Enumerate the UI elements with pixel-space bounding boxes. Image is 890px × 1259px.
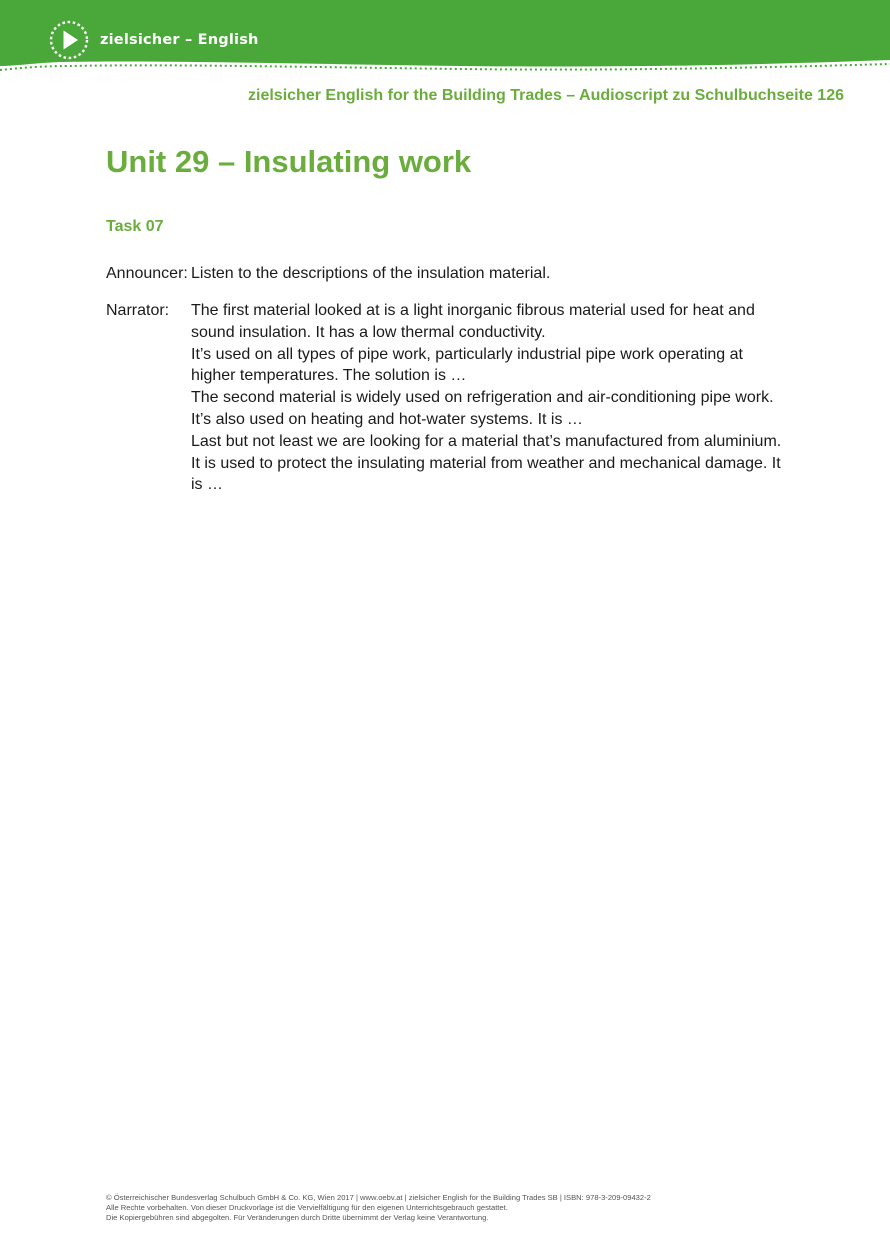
script-line-narrator: [106, 300, 796, 496]
speech-paragraph: Last but not least we are looking for a material that’s manufactured from aluminium. It is used to protect the insulating material from weather and mechanical damage. It is …: [191, 432, 782, 494]
speech-text: [191, 263, 791, 285]
speech-text: [191, 300, 791, 496]
footer-fees-line: Die Kopiergebühren sind abgegolten. Für Veränderungen durch Dritte übernimmt der Verlag keine Verantwortung.: [106, 1213, 489, 1223]
speech-paragraph: It’s used on all types of pipe work, particularly industrial pipe work operating at higher temperatures. The solution is …: [191, 345, 743, 385]
speech-paragraph: The second material is widely used on refrigeration and air-conditioning pipe work. It’s also used on heating and hot-water systems. It is …: [191, 389, 774, 428]
play-icon: [48, 19, 90, 61]
speech-paragraph: The first material looked at is a light inorganic fibrous material used for heat and sound insulation. It has a low thermal conductivity.: [191, 302, 755, 341]
speaker-label: Announcer:: [106, 265, 188, 282]
document-subtitle: zielsicher English for the Building Trades – Audioscript zu Schulbuchseite 126: [248, 87, 844, 104]
unit-title: Unit 29 – Insulating work: [106, 144, 472, 179]
task-label: Task 07: [106, 218, 164, 235]
script-line-announcer: [106, 263, 796, 285]
footer-copyright-line: © Österreichischer Bundesverlag Schulbuch GmbH & Co. KG, Wien 2017 | www.oebv.at | zielsicher English for the Building Trades SB | ISBN: 978-3-209-09432-2: [106, 1193, 651, 1202]
footer-rights-line: Alle Rechte vorbehalten. Von dieser Druckvorlage ist die Vervielfältigung für den eigenen Unterrichtsgebrauch gestattet.: [106, 1203, 508, 1213]
brand-name: zielsicher – English: [100, 32, 259, 48]
brand-logo: [48, 18, 259, 62]
speech-paragraph: Listen to the descriptions of the insulation material.: [191, 265, 551, 282]
copyright-footer: [106, 1193, 826, 1224]
speaker-label: Narrator:: [106, 302, 170, 319]
header-band: [0, 0, 890, 80]
